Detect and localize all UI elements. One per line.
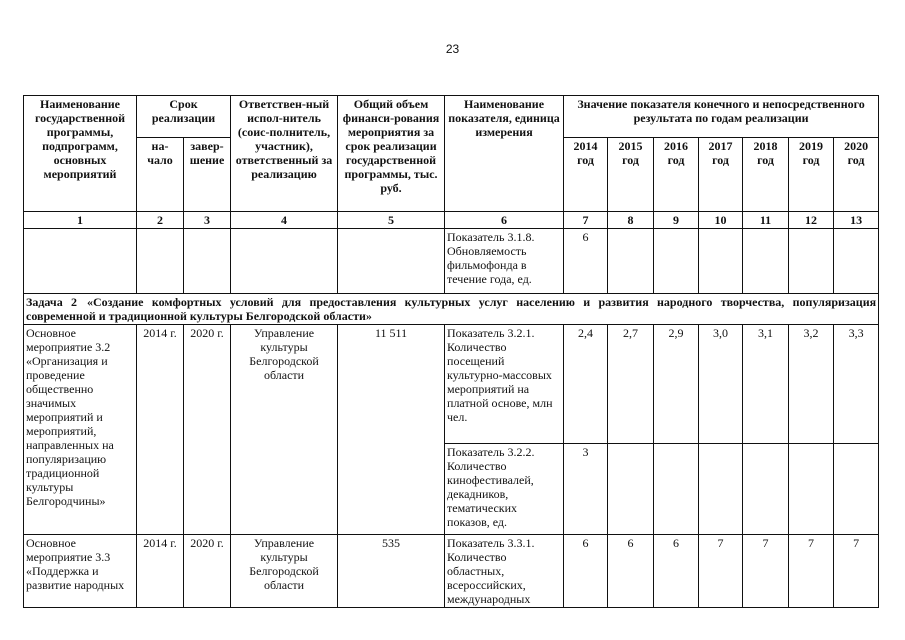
value-2016 [654,444,699,535]
table-row [24,535,879,608]
value-2015: 2,7 [608,325,654,444]
column-number: 10 [699,212,743,229]
value-2017 [699,444,743,535]
value-2019 [789,444,834,535]
value-2019 [789,229,834,294]
table-row [24,229,879,294]
header-indicator: Наименование показателя, единица измерения [445,96,564,212]
value-2016 [654,229,699,294]
activity-3-2-end: 2020 г. [184,325,231,535]
empty-cell [137,229,184,294]
empty-cell [231,229,338,294]
column-number: 3 [184,212,231,229]
header-year-2016: 2016 год [654,138,699,212]
activity-3-3-executor: Управление культуры Белгородской области [231,535,338,608]
column-number: 11 [743,212,789,229]
value-2020 [834,229,879,294]
value-2020 [834,444,879,535]
header-end: завер-шение [184,138,231,212]
column-number: 13 [834,212,879,229]
column-number: 1 [24,212,137,229]
value-2016: 6 [654,535,699,608]
value-2017: 7 [699,535,743,608]
indicator-3-3-1: Показатель 3.3.1. Количество областных, всероссийских, международных [445,535,564,608]
indicator-3-1-8: Показатель 3.1.8. Обновляемость фильмофонда в течение года, ед. [445,229,564,294]
value-2016: 2,9 [654,325,699,444]
value-2014: 3 [564,444,608,535]
header-year-2018: 2018 год [743,138,789,212]
header-start: на-чало [137,138,184,212]
column-number: 5 [338,212,445,229]
column-number: 6 [445,212,564,229]
empty-cell [184,229,231,294]
header-executor: Ответствен-ный испол-нитель (соис-полнитель, участник), ответственный за реализацию [231,96,338,212]
task-text: «Создание комфортных условий для предоставления культурных услуг населению и развития народного творчества, популяризация современной и традиционной культуры Белгородской области» [26,295,877,323]
header-funding: Общий объем финанси-рования мероприятия за срок реализации государственной программы, тыс. руб. [338,96,445,212]
value-2017: 3,0 [699,325,743,444]
activity-3-3-funding: 535 [338,535,445,608]
activity-3-2-executor: Управление культуры Белгородской области [231,325,338,535]
activity-3-2-funding: 11 511 [338,325,445,535]
column-number: 8 [608,212,654,229]
program-table-container [23,95,878,608]
column-number: 7 [564,212,608,229]
value-2015 [608,444,654,535]
value-2019: 7 [789,535,834,608]
value-2014: 6 [564,229,608,294]
activity-3-3-start: 2014 г. [137,535,184,608]
table-row [24,325,879,444]
value-2017 [699,229,743,294]
value-2015 [608,229,654,294]
value-2018: 7 [743,535,789,608]
column-number: 2 [137,212,184,229]
column-number: 12 [789,212,834,229]
task-row [24,294,879,325]
activity-3-3-end: 2020 г. [184,535,231,608]
value-2018 [743,444,789,535]
value-2020: 3,3 [834,325,879,444]
value-2018: 3,1 [743,325,789,444]
empty-cell [338,229,445,294]
task-label: Задача 2 [26,295,78,309]
program-table [23,95,879,608]
header-year-2014: 2014 год [564,138,608,212]
header-year-2015: 2015 год [608,138,654,212]
column-number: 4 [231,212,338,229]
header-year-2019: 2019 год [789,138,834,212]
header-years-title: Значение показателя конечного и непосредственного результата по годам реализации [564,96,879,138]
value-2020: 7 [834,535,879,608]
header-period: Срок реализации [137,96,231,138]
activity-3-2-start: 2014 г. [137,325,184,535]
indicator-3-2-2: Показатель 3.2.2. Количество кинофестивалей, декадников, тематических показов, ед. [445,444,564,535]
column-number-row [24,212,879,229]
value-2014: 6 [564,535,608,608]
header-year-2017: 2017 год [699,138,743,212]
value-2019: 3,2 [789,325,834,444]
column-number: 9 [654,212,699,229]
header-program-name: Наименование государственной программы, подпрограмм, основных мероприятий [24,96,137,212]
value-2018 [743,229,789,294]
page-number: 23 [445,42,460,56]
value-2015: 6 [608,535,654,608]
task-2-cell [24,294,879,325]
header-year-2020: 2020 год [834,138,879,212]
indicator-3-2-1: Показатель 3.2.1. Количество посещений культурно-массовых мероприятий на платной основе, млн чел. [445,325,564,444]
header-row-1 [24,96,879,138]
activity-3-3-name: Основное мероприятие 3.3 «Поддержка и развитие народных [24,535,137,608]
value-2014: 2,4 [564,325,608,444]
activity-3-2-name: Основное мероприятие 3.2 «Организация и проведение общественно значимых мероприятий и мероприятий, направленных на популяризацию традиционной культуры Белгородчины» [24,325,137,535]
empty-cell [24,229,137,294]
